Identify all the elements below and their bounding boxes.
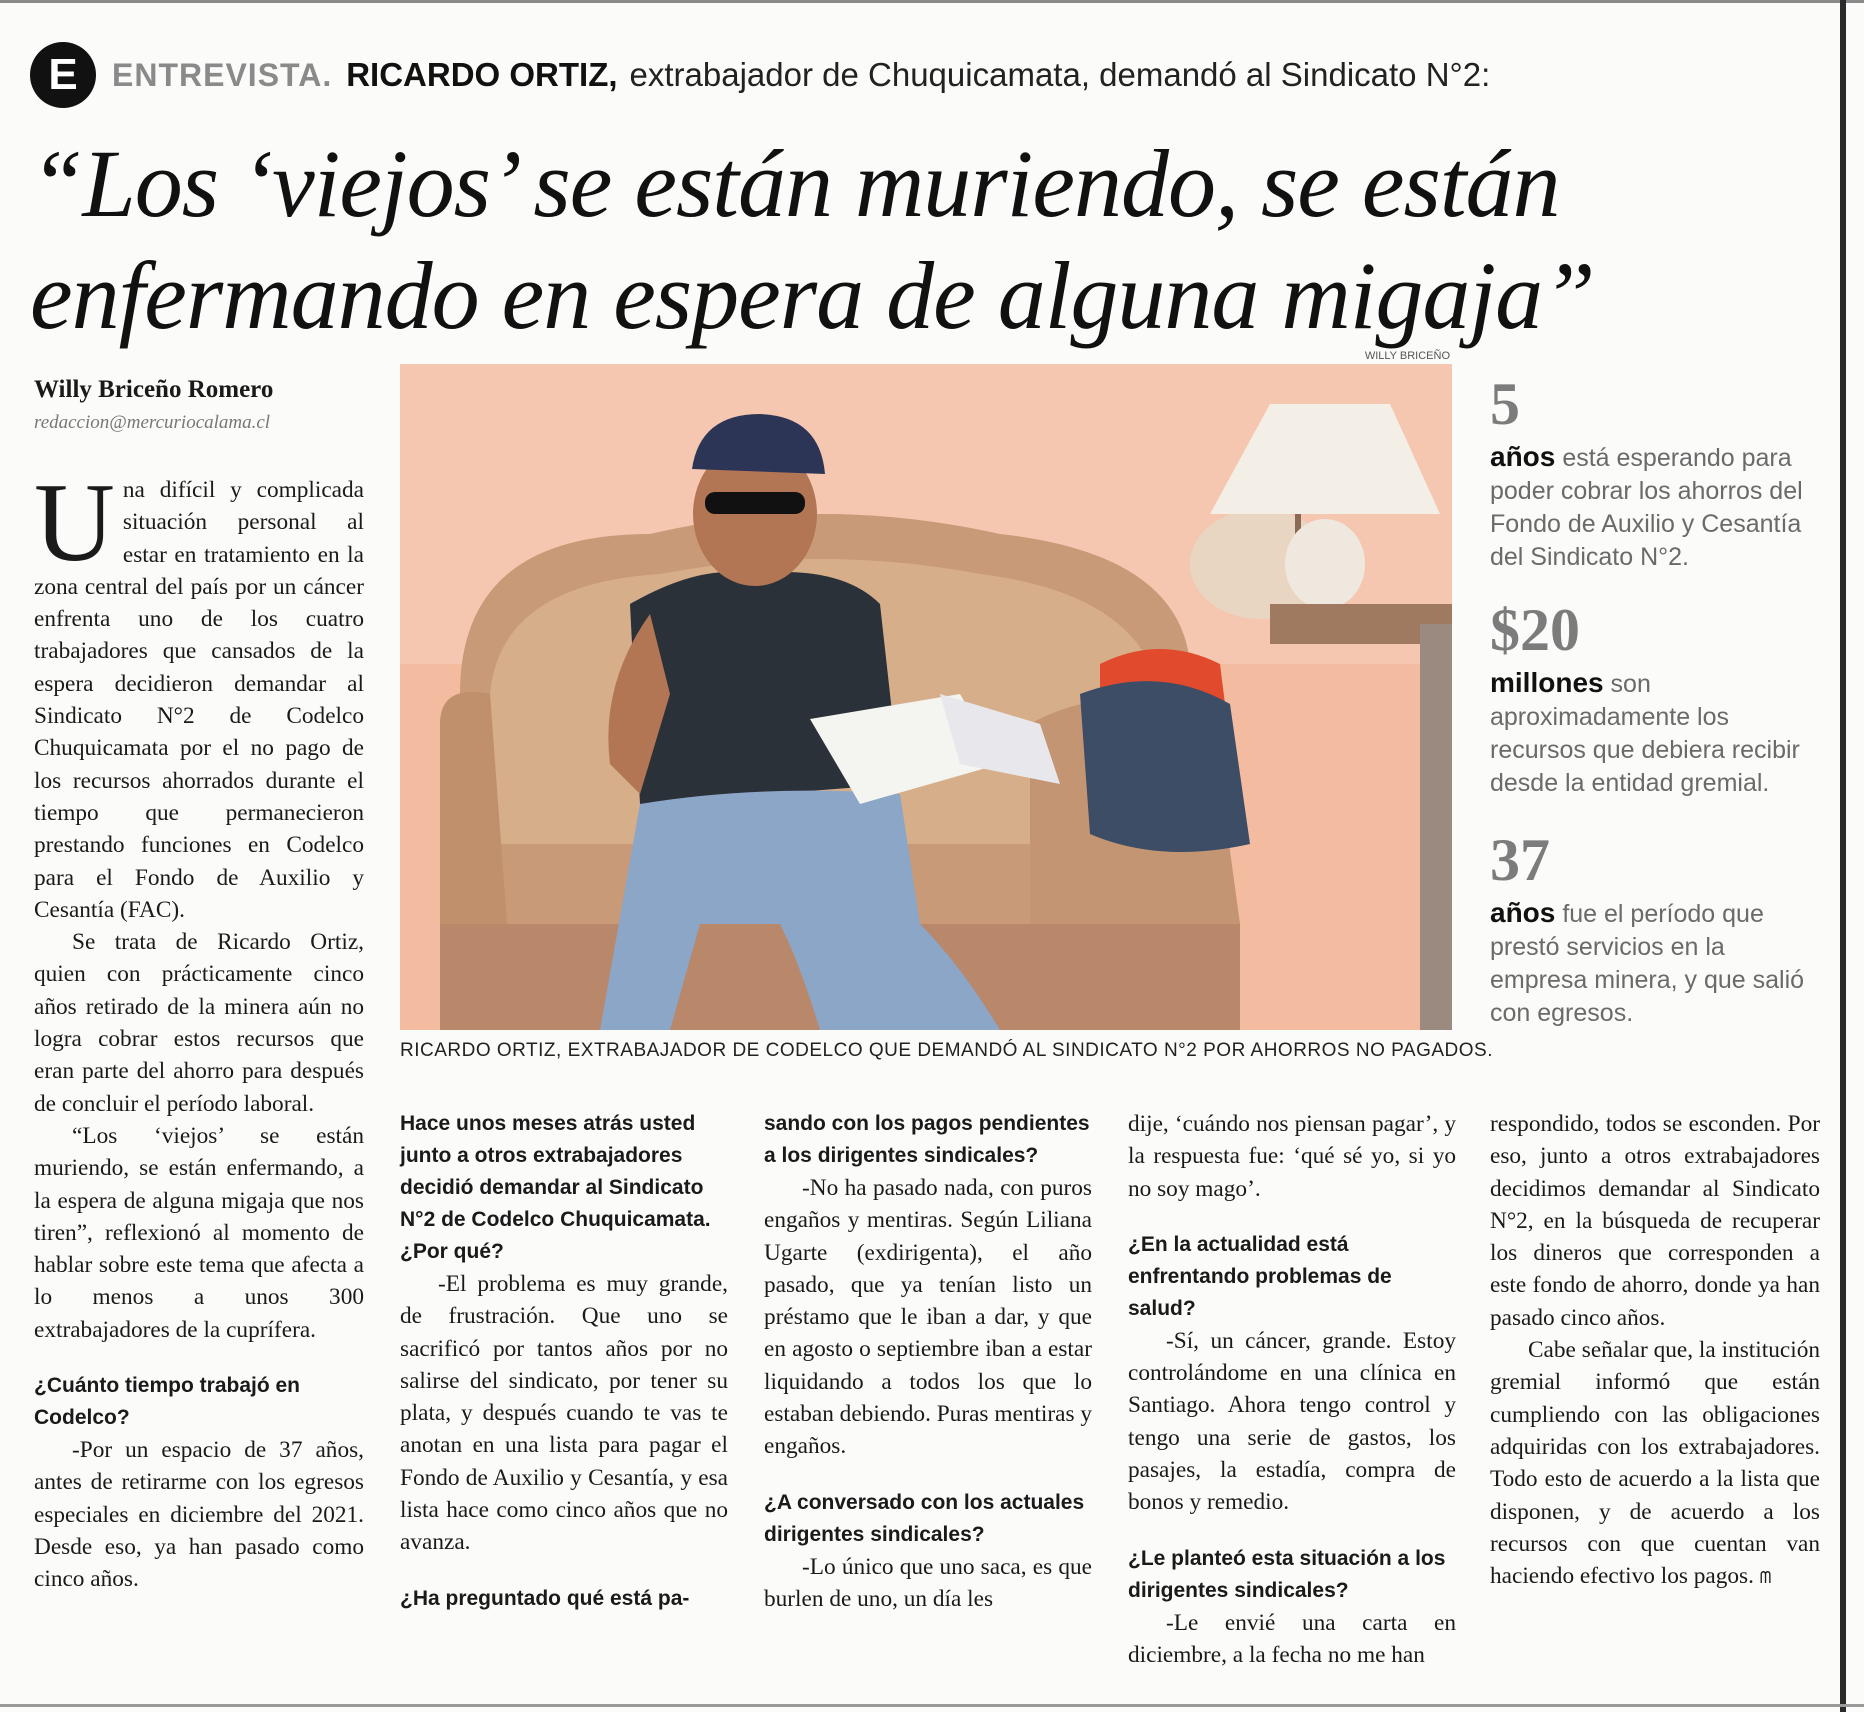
fact-description: está esperando para poder cobrar los ahorros del Fondo de Auxilio y Cesantía del Sindicato N°2. — [1490, 444, 1803, 571]
answer-paragraph: dije, ‘cuándo nos piensan pagar’, y la respuesta fue: ‘qué sé yo, si yo no soy mago’. — [1128, 1111, 1456, 1202]
question-heading: ¿Le planteó esta situación a los dirigentes sindicales? — [1128, 1546, 1446, 1602]
section-label: ENTREVISTA. — [112, 56, 333, 93]
answer-paragraph: -No ha pasado nada, con puros engaños y mentiras. Según Liliana Ugarte (exdirigenta), el año pasado, que ya tenían listo un préstamo que le iban a dar, y que en agosto o septiembre iban a estar liquidando a todos los que lo estaban debiendo. Puras mentiras y engaños. — [764, 1175, 1093, 1460]
fact-figure: 37 — [1490, 827, 1550, 893]
top-rule — [0, 0, 1864, 3]
bottom-rule — [0, 1704, 1864, 1707]
fact-box-3 — [1490, 828, 1820, 1030]
question-heading: ¿En la actualidad está enfrentando problemas de salud? — [1128, 1232, 1392, 1320]
article-column-1 — [34, 461, 364, 1596]
quote-paragraph: “Los ‘viejos’ se están muriendo, se están enfermando, a la espera de alguna migaja que nos tiren”, reflexionó al momento de hablar sobre este tema que afecta a lo menos a unos 300 extrabajadores de la cuprífera. — [34, 1122, 364, 1343]
article-column-5 — [1490, 1108, 1820, 1594]
answer-paragraph: -El problema es muy grande, de frustración. Que uno se sacrificó por tantos años por no salirse del sindicato, por tener su plata, y después cuando te vas te anotan en una lista para pagar el Fondo de Auxilio y Cesantía, y esa lista hace como cinco años que no avanza. — [400, 1271, 728, 1556]
photo-illustration — [400, 364, 1452, 1030]
byline-author: Willy Briceño Romero — [34, 376, 274, 403]
fact-lead: años — [1490, 441, 1556, 472]
page-edge-bar — [1840, 0, 1846, 1712]
photo-credit: WILLY BRICEÑO — [1364, 350, 1450, 362]
question-heading: ¿A conversado con los actuales dirigentes sindicales? — [764, 1490, 1085, 1546]
article-column-3 — [764, 1108, 1092, 1615]
article-column-2 — [400, 1108, 728, 1615]
section-badge: E — [30, 42, 96, 108]
article-photo — [400, 364, 1452, 1030]
closing-text: Cabe señalar que, la institución gremial informó que están cumpliendo con las obligaciones adquiridas con los extrabajadores. Todo esto de acuerdo a la lista que disponen, y de acuerdo a los recursos con que cuentan van haciendo efectivo los pagos. — [1490, 1337, 1820, 1590]
end-mark-icon: ᗰ — [1759, 1568, 1772, 1588]
answer-paragraph: -Por un espacio de 37 años, antes de retirarme con los egresos especiales en diciembre del 2021. Desde eso, ya han pasado como cinco años. — [34, 1437, 364, 1593]
article-column-4 — [1128, 1108, 1456, 1671]
answer-paragraph: -Sí, un cáncer, grande. Estoy controlándome en una clínica en Santiago. Ahora tengo control y tengo una serie de gastos, los pasajes, la estadía, compra de bonos y remedio. — [1128, 1327, 1456, 1516]
fact-lead: años — [1490, 897, 1556, 928]
question-heading: sando con los pagos pendientes a los dirigentes sindicales? — [764, 1112, 1090, 1167]
fact-figure: 5 — [1490, 371, 1520, 437]
fact-lead: millones — [1490, 667, 1604, 698]
question-heading: Hace unos meses atrás usted junto a otros extrabajadores decidió demandar al Sindicato N°2 de Codelco Chuquicamata. ¿Por qué? — [400, 1112, 711, 1263]
byline-email: redaccion@mercuriocalama.cl — [34, 412, 271, 433]
kicker-description: extrabajador de Chuquicamata, demandó al Sindicato N°2: — [629, 56, 1491, 93]
intro-paragraph — [34, 461, 364, 926]
kicker — [30, 40, 1490, 110]
answer-paragraph: respondido, todos se esconden. Por eso, junto a otros extrabajadores decidimos demandar al Sindicato N°2, en la búsqueda de recuperar los dineros que corresponden a este fondo de ahorro, donde ya han pasado cinco años. — [1490, 1111, 1820, 1331]
intro-text: na difícil y complicada situación personal al estar en tratamiento en la zona central del país por un cáncer enfrenta uno de los cuatro trabajadores que cansados de la espera decidieron demandar al Sindicato N°2 de Codelco Chuquicamata por el no pago de los recursos ahorrados durante el tiempo que permanecieron prestando funciones en Codelco para el Fondo de Auxilio y Cesantía (FAC). — [34, 477, 364, 923]
fact-box-1 — [1490, 372, 1820, 574]
interviewee-name: RICARDO ORTIZ, — [346, 56, 618, 93]
fact-text — [1490, 666, 1820, 800]
question-heading: ¿Cuánto tiempo trabajó en Codelco? — [34, 1374, 301, 1430]
photo-caption: RICARDO ORTIZ, EXTRABAJADOR DE CODELCO QUE DEMANDÓ AL SINDICATO N°2 POR AHORROS NO PAGADOS. — [400, 1040, 1493, 1061]
question-heading: ¿Ha preguntado qué está pa- — [400, 1586, 690, 1610]
closing-paragraph — [1490, 1334, 1820, 1594]
fact-description: fue el período que prestó servicios en la empresa minera, y que salió con egresos. — [1490, 900, 1805, 1027]
fact-figure: $20 — [1490, 597, 1580, 663]
fact-text — [1490, 896, 1820, 1030]
answer-paragraph: -Lo único que uno saca, es que burlen de uno, un día les — [764, 1553, 1092, 1612]
fact-text — [1490, 440, 1820, 574]
drop-cap: U — [34, 461, 115, 585]
fact-description: son aproximadamente los recursos que debiera recibir desde la entidad gremial. — [1490, 670, 1800, 797]
fact-box-2 — [1490, 598, 1820, 800]
answer-paragraph: -Le envié una carta en diciembre, a la fecha no me han — [1128, 1609, 1456, 1668]
headline: “Los ‘viejos’ se están muriendo, se están enfermando en espera de alguna migaja” — [30, 130, 1595, 349]
body-paragraph: Se trata de Ricardo Ortiz, quien con prácticamente cinco años retirado de la minera aún no logra cobrar estos recursos que eran parte del ahorro para después de concluir el período laboral. — [34, 929, 364, 1117]
